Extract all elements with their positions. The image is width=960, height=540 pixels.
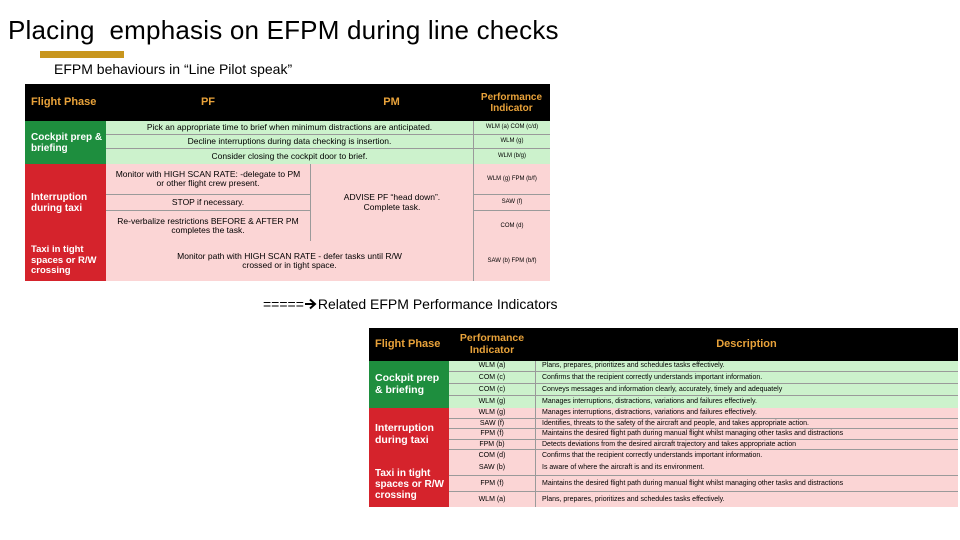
t1-row-text: Decline interruptions during data checking is insertion.: [106, 135, 473, 149]
t2-row-desc: Is aware of where the aircraft is and its environment.: [535, 461, 958, 476]
t1-row-pi: COM (d): [473, 211, 550, 241]
t1-row-text: Monitor path with HIGH SCAN RATE - defer tasks until R/W crossed or in tight space.: [106, 241, 473, 281]
t2-row-desc: Plans, prepares, prioritizes and schedules tasks effectively.: [535, 492, 958, 507]
t1-row-pi: WLM (g): [473, 135, 550, 149]
arrow-equals: =====: [263, 296, 304, 312]
t1-phase-cockpit-prep: Cockpit prep & briefing: [25, 121, 106, 164]
t2-row-desc: Maintains the desired flight path during manual flight whilst managing other tasks and distractions: [535, 429, 958, 440]
t2-row-pi: WLM (a): [449, 492, 535, 507]
t1-pf-text: Monitor with HIGH SCAN RATE: -delegate to PM or other flight crew present.: [106, 164, 310, 195]
t2-row-desc: Detects deviations from the desired aircraft trajectory and takes appropriate action: [535, 440, 958, 450]
t1-pf-text: Re-verbalize restrictions BEFORE & AFTER PM completes the task.: [106, 211, 310, 241]
t2-row-pi: WLM (g): [449, 396, 535, 408]
t2-row-pi: SAW (f): [449, 419, 535, 429]
t1-row-text: Pick an appropriate time to brief when minimum distractions are anticipated.: [106, 121, 473, 135]
t2-header-desc: Description: [535, 328, 958, 361]
related-indicators-caption: [263, 296, 558, 312]
t2-row-desc: Confirms that the recipient correctly understands important information.: [535, 372, 958, 384]
t2-row-desc: Manages interruptions, distractions, variations and failures effectively.: [535, 396, 958, 408]
t2-row-pi: COM (d): [449, 450, 535, 461]
t2-row-desc: Manages interruptions, distractions, variations and failures effectively.: [535, 408, 958, 419]
t2-phase-interruption-taxi: Interruption during taxi: [369, 408, 449, 461]
title-accent-bar: [40, 51, 124, 58]
t2-phase-tight-spaces: Taxi in tight spaces or R/W crossing: [369, 461, 449, 507]
t1-row-pi: WLM (b/g): [473, 149, 550, 164]
t1-header-pm: PM: [310, 84, 473, 121]
t2-row-pi: COM (c): [449, 372, 535, 384]
t2-header-phase: Flight Phase: [369, 328, 449, 361]
t2-row-pi: COM (c): [449, 384, 535, 396]
t2-row-pi: FPM (f): [449, 429, 535, 440]
t2-row-desc: Conveys messages and information clearly, accurately, timely and adequately: [535, 384, 958, 396]
t2-row-pi: SAW (b): [449, 461, 535, 476]
t1-row-text: Consider closing the cockpit door to brief.: [106, 149, 473, 164]
t1-header-pi: Performance Indicator: [473, 84, 550, 121]
t2-row-pi: WLM (a): [449, 361, 535, 372]
t2-row-pi: FPM (b): [449, 440, 535, 450]
t1-phase-interruption-taxi: Interruption during taxi: [25, 164, 106, 241]
t1-header-phase: Flight Phase: [25, 84, 106, 121]
t2-header-pi: Performance Indicator: [449, 328, 535, 361]
t2-row-pi: WLM (g): [449, 408, 535, 419]
t1-phase-tight-spaces: Taxi in tight spaces or R/W crossing: [25, 241, 106, 281]
t1-row-pi: WLM (a) COM (c/d): [473, 121, 550, 135]
slide-subtitle: EFPM behaviours in “Line Pilot speak”: [54, 61, 293, 77]
slide-title: Placing emphasis on EFPM during line checks: [8, 15, 559, 45]
t1-header-pf: PF: [106, 84, 310, 121]
t2-phase-cockpit-prep: Cockpit prep & briefing: [369, 361, 449, 408]
t1-pf-text: STOP if necessary.: [106, 195, 310, 211]
t2-row-desc: Plans, prepares, prioritizes and schedules tasks effectively.: [535, 361, 958, 372]
t2-row-desc: Maintains the desired flight path during manual flight whilst managing other tasks and distractions: [535, 476, 958, 492]
t1-row-pi: WLM (g) FPM (b/f): [473, 164, 550, 195]
t2-row-desc: Identifies, threats to the safety of the aircraft and people, and takes appropriate action.: [535, 419, 958, 429]
right-arrow-icon: [305, 298, 317, 310]
arrow-caption-text: Related EFPM Performance Indicators: [317, 296, 558, 312]
t2-row-desc: Confirms that the recipient correctly understands important information.: [535, 450, 958, 461]
t1-pm-text: ADVISE PF “head down”. Complete task.: [310, 164, 473, 241]
t1-row-pi: SAW (b) FPM (b/f): [473, 241, 550, 281]
t2-row-pi: FPM (f): [449, 476, 535, 492]
t1-row-pi: SAW (f): [473, 195, 550, 211]
